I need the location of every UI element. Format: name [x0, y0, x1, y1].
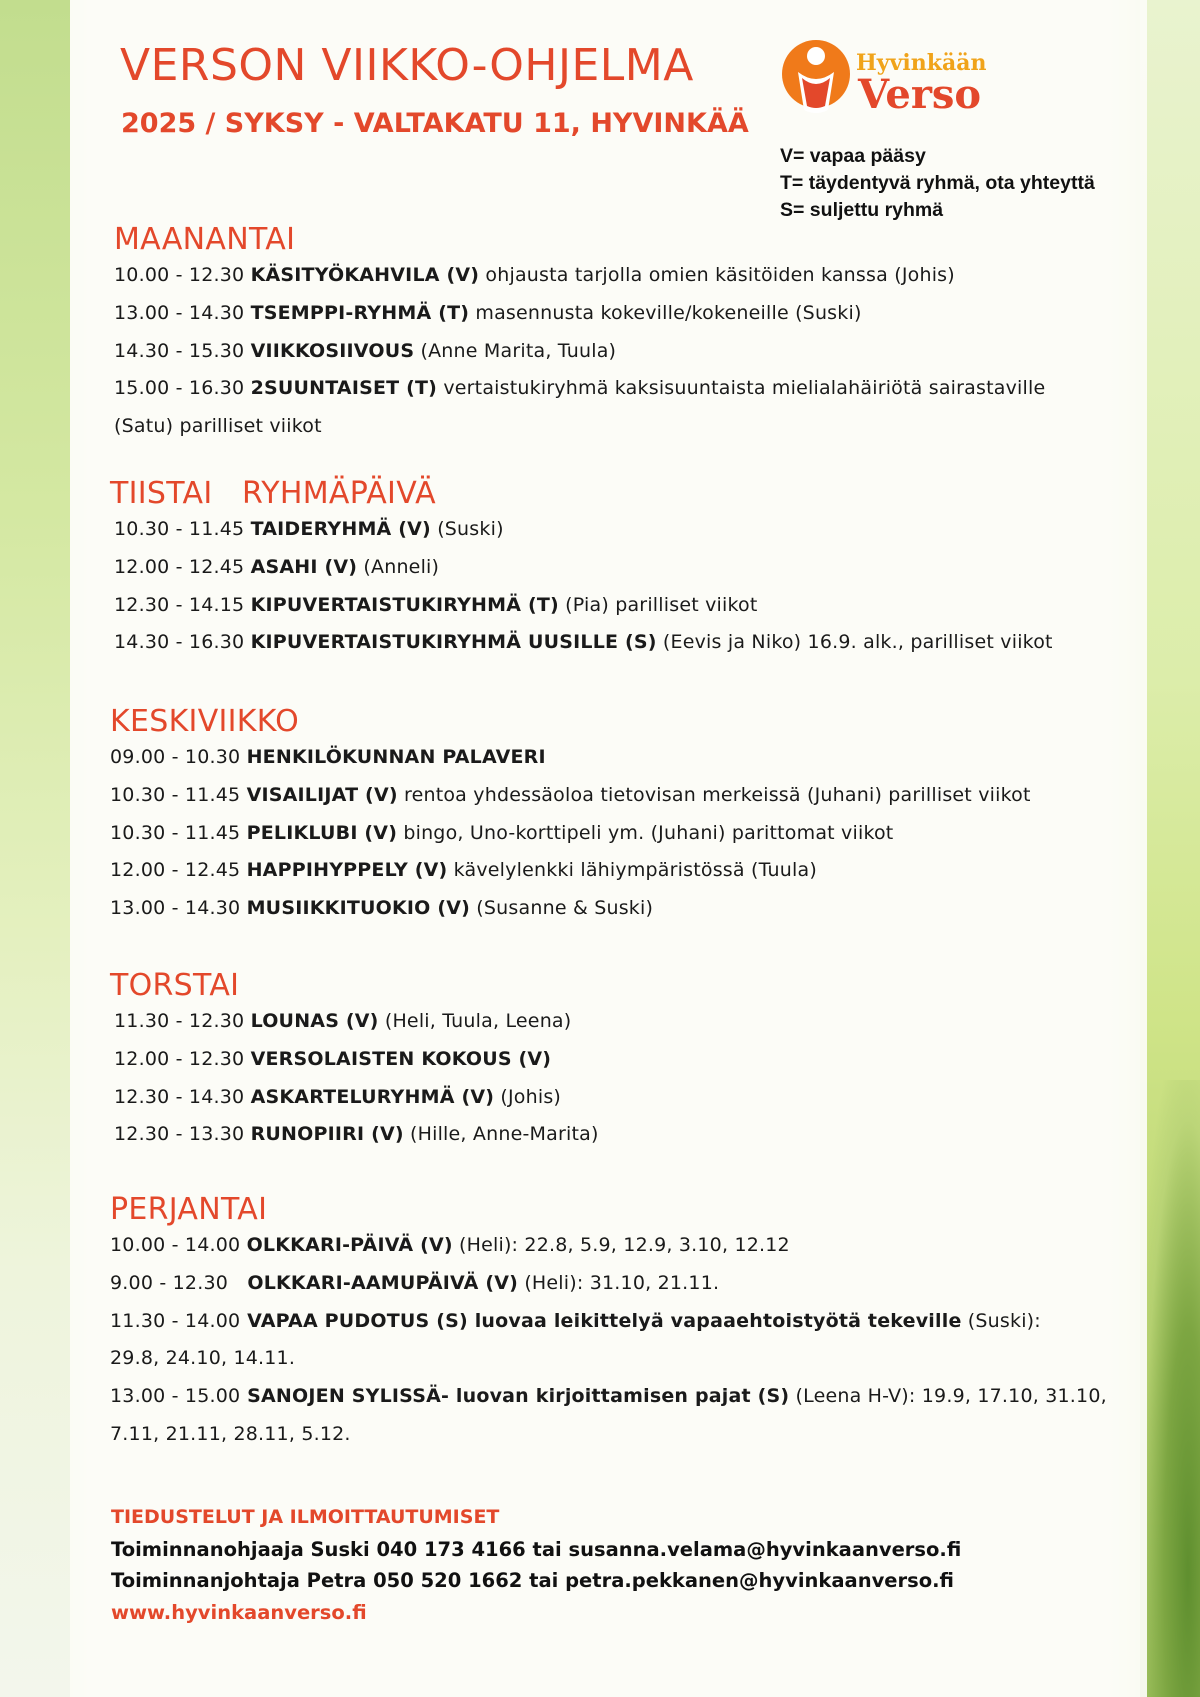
schedule-row: 10.00 - 14.00 OLKKARI-PÄIVÄ (V) (Heli): 22.8, 5.9, 12.9, 3.10, 12.12 [110, 1234, 790, 1256]
section-thursday [110, 968, 599, 1154]
day-heading-monday: MAANANTAI [114, 222, 296, 257]
section-wednesday [110, 704, 1031, 928]
contact-heading: TIEDUSTELUT JA ILMOITTAUTUMISET [111, 1506, 500, 1528]
background-left-greenery [0, 0, 70, 1697]
logo-text-top: Hyvinkään [856, 50, 987, 76]
schedule-row-continued: (Satu) parilliset viikot [114, 415, 322, 438]
schedule-row: 10.30 - 11.45 PELIKLUBI (V) bingo, Uno-korttipeli ym. (Juhani) parittomat viikot [110, 821, 894, 844]
schedule-row: 12.30 - 14.30 ASKARTELURYHMÄ (V) (Johis) [114, 1085, 562, 1108]
schedule-row-continued: 7.11, 21.11, 28.11, 5.12. [110, 1422, 351, 1445]
schedule-row: 09.00 - 10.30 HENKILÖKUNNAN PALAVERI [110, 746, 546, 768]
schedule-row: 12.30 - 13.30 RUNOPIIRI (V) (Hille, Anne-Marita) [114, 1123, 599, 1146]
schedule-row: 11.30 - 14.00 VAPAA PUDOTUS (S) luovaa leikittelyä vapaaehtoistyötä tekeville (Suski): [110, 1309, 1041, 1332]
schedule-row: 12.00 - 12.30 VERSOLAISTEN KOKOUS (V) [114, 1047, 552, 1070]
schedule-row: 12.00 - 12.45 ASAHI (V) (Anneli) [114, 555, 440, 578]
day-heading-thursday: TORSTAI [110, 968, 240, 1003]
schedule-row: 10.30 - 11.45 TAIDERYHMÄ (V) (Suski) [114, 518, 504, 540]
legend-free: V= vapaa pääsy [780, 145, 926, 167]
schedule-row: 13.00 - 14.30 MUSIIKKITUOKIO (V) (Susanne & Suski) [110, 897, 654, 920]
day-heading-wednesday: KESKIVIIKKO [110, 704, 300, 739]
day-heading-tuesday: TIISTAI RYHMÄPÄIVÄ [110, 476, 436, 511]
legend-filling: T= täydentyvä ryhmä, ota yhteyttä [780, 172, 1095, 194]
schedule-row: 11.30 - 12.30 LOUNAS (V) (Heli, Tuula, Leena) [114, 1010, 572, 1032]
contact-info [111, 1502, 961, 1628]
legend [780, 143, 1095, 224]
page-subtitle: 2025 / SYKSY - VALTAKATU 11, HYVINKÄÄ [121, 108, 749, 139]
section-friday [110, 1192, 1107, 1454]
page-title: VERSON VIIKKO-OHJELMA [120, 40, 694, 91]
website-link[interactable]: www.hyvinkaanverso.fi [111, 1600, 367, 1624]
section-monday [114, 222, 1045, 446]
schedule-row-continued: 29.8, 24.10, 14.11. [110, 1347, 296, 1370]
schedule-row: 12.00 - 12.45 HAPPIHYPPELY (V) kävelylenkki lähiympäristössä (Tuula) [110, 859, 817, 882]
schedule-row: 10.30 - 11.45 VISAILIJAT (V) rentoa yhdessäoloa tietovisan merkeissä (Juhani) parilliset viikot [110, 783, 1031, 806]
schedule-row: 13.00 - 15.00 SANOJEN SYLISSÄ- luovan kirjoittamisen pajat (S) (Leena H-V): 19.9, 17.10, 31.10, [110, 1385, 1107, 1408]
contact-line-petra: Toiminnanjohtaja Petra 050 520 1662 tai petra.pekkanen@hyvinkaanverso.fi [111, 1569, 954, 1592]
schedule-row: 14.30 - 16.30 KIPUVERTAISTUKIRYHMÄ UUSILLE (S) (Eevis ja Niko) 16.9. alk., parilliset viikot [114, 631, 1053, 654]
background-plant [1140, 1080, 1200, 1697]
schedule-row: 13.00 - 14.30 TSEMPPI-RYHMÄ (T) masennusta kokeville/kokeneille (Suski) [114, 301, 862, 324]
day-heading-friday: PERJANTAI [110, 1192, 268, 1227]
verso-logo-icon [778, 36, 994, 120]
legend-closed: S= suljettu ryhmä [780, 199, 944, 221]
schedule-row: 10.00 - 12.30 KÄSITYÖKAHVILA (V) ohjausta tarjolla omien käsitöiden kanssa (Johis) [114, 264, 955, 286]
schedule-row: 14.30 - 15.30 VIIKKOSIIVOUS (Anne Marita, Tuula) [114, 339, 617, 362]
schedule-row: 9.00 - 12.30 OLKKARI-AAMUPÄIVÄ (V) (Heli): 31.10, 21.11. [110, 1271, 720, 1294]
section-tuesday [110, 476, 1053, 662]
logo-text-bottom: Verso [858, 71, 982, 118]
contact-line-suski: Toiminnanohjaaja Suski 040 173 4166 tai susanna.velama@hyvinkaanverso.fi [111, 1537, 962, 1561]
schedule-row: 15.00 - 16.30 2SUUNTAISET (T) vertaistukiryhmä kaksisuuntaista mielialahäiriötä sairastaville [114, 377, 1046, 400]
schedule-row: 12.30 - 14.15 KIPUVERTAISTUKIRYHMÄ (T) (Pia) parilliset viikot [114, 593, 758, 616]
